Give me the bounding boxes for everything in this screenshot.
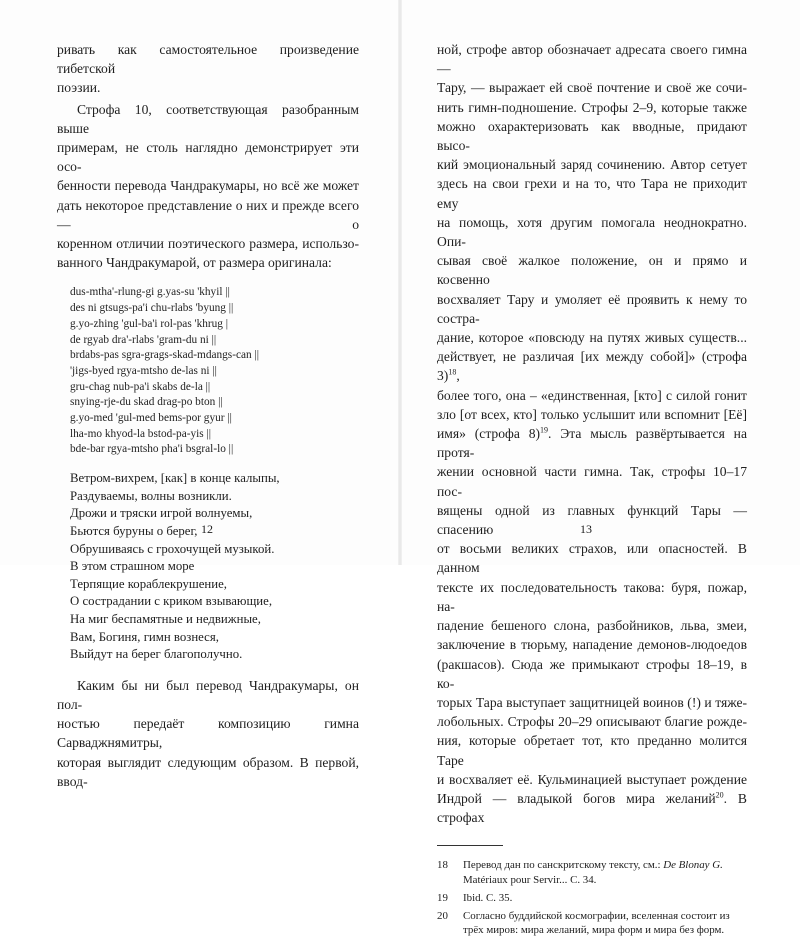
footnote-ref-18[interactable]: 18: [448, 367, 457, 377]
tibetan-line: brdabs-pas sgra-grags-skad-mdangs-can ||: [70, 349, 259, 362]
tibetan-line: bde-bar rgya-mtsho pha'i bsgral-lo ||: [70, 443, 234, 456]
paragraph-hymn-structure: ной, строфе автор обозначает адресата своего гимна — Тару, — выражает ей своё почтение и своё жe сочи- нить гимн-подношение. Строфы 2–9, которые также можно охарактеризовать как вводные, придают высо- кий эмоциональный заряд сочинению. Автор сетует здесь на свои грехи и на то, что Тара не приходит ему на помощь, хотя другим помогала неоднократно. Опи- сывая своё жалкое положение, он и прямо и косвенно восхваляет Тару и умоляет её проявить к нему то состра- дание, которое «повсюду на путях живых существ... действует, не различая [их между собой]» (строфа 3)$^{18}$, более того, она – «единственная, [кто] с силой гонит зло [от всех, кто] только услышит или вспомнит [Её] имя» (строфа 8)$^{19}$. Эта мысль развёртывается на протя- жении основной части гимна. Так, строфы 10–17 пос- вящены одной из главных функций Тары — спасению от восьми великих страхов, или опасностей. В данном тексте их последовательность такова: буря, пожар, на- падение бешеного слона, разбойников, льва, змеи, заключение в тюрьму, нападение демонов-людоедов (ракшасов). Сюда же примыкают строфы 18–19, в ко- торых Тара выступает защитницей воинов (!) и тяже- лобольных. Строфы 20–29 описывают благие рожде- ния, которые обретает тот, кто преданно молится Таре и восхваляет её. Кульминацией выступает рождение Индрой — владыкой богов мира желаний$^{20}$. В строфах: [437, 42, 747, 826]
right-page: [400, 0, 800, 937]
verse-line: В этом страшном море: [70, 559, 195, 574]
right-text-column: [437, 40, 747, 941]
page-number-right: 13: [580, 522, 592, 536]
tibetan-line: g.yo-med 'gul-med bems-por gyur ||: [70, 412, 232, 425]
verse-line: Бьются буруны о берег,: [70, 523, 198, 538]
footnote-20: [437, 909, 747, 937]
tibetan-line: g.yo-zhing 'gul-ba'i rol-pas 'khrug |: [70, 317, 229, 330]
tibetan-line: gru-chag nub-pa'i skabs de-la ||: [70, 380, 211, 393]
verse-line: Раздуваемы, волны возникли.: [70, 488, 232, 503]
verse-line: Обрушиваясь с грохочущей музыкой.: [70, 541, 275, 556]
footnote-ref-19[interactable]: 19: [540, 425, 549, 435]
verse-line: О сострадании с криком взывающие,: [70, 594, 273, 609]
footnote-ref-20[interactable]: 20: [715, 790, 724, 800]
paragraph-continuation: ривать как самостоятельное произведение тибетской поэзии.: [57, 42, 359, 96]
tibetan-line: dus-mtha'-rlung-gi g.yas-su 'khyil ||: [70, 286, 230, 299]
left-page: [0, 0, 400, 789]
footnote-19: [437, 891, 747, 905]
footnote-18: [437, 858, 747, 886]
footnote-number: 20: [437, 909, 448, 922]
verse-line: На миг беспамятные и недвижные,: [70, 611, 261, 626]
verse-line: Вам, Богиня, гимн вознеся,: [70, 629, 219, 644]
footnote-text: Ibid. С. 35.: [463, 891, 513, 904]
tibetan-line: des ni gtsugs-pa'i chu-rlabs 'byung ||: [70, 302, 234, 315]
footnote-number: 18: [437, 859, 448, 872]
tibetan-line: lha-mo khyod-la bstod-pa-yis ||: [70, 427, 212, 440]
paragraph-composition: Каким бы ни был перевод Чандракумары, он пол- ностью передаёт композицию гимна Сарваджнямитры, которая выглядит следующим образом. В первой, ввод-: [57, 677, 359, 789]
verse-line: Ветром-вихрем, [как] в конце калыпы,: [70, 471, 280, 486]
verse-line: Выйдут на берег благополучно.: [70, 647, 243, 662]
footnote-separator: [437, 845, 503, 846]
tibetan-line: snying-rje-du skad drag-po bton ||: [70, 396, 223, 409]
footnote-text: Согласно буддийской космографии, вселенная состоит из трёх миров: мира желаний, мира форм и мира без форм.: [463, 909, 730, 937]
russian-verse: [70, 470, 359, 664]
tibetan-verse: [70, 285, 359, 458]
verse-line: Дрожи и тряски игрой волнуемы,: [70, 506, 253, 521]
paragraph-stanza-10: Строфа 10, соответствующая разобранным выше примерам, не столь наглядно демонстрирует эти осо- бенности перевода Чандракумары, но всё же может дать некоторое представление о них и прежде всего — о коренном отличии поэтического размера, использо- ванного Чандракумарой, от размера оригинала:: [57, 101, 359, 271]
footnote-number: 19: [437, 891, 448, 904]
verse-line: Терпящие кораблекрушение,: [70, 576, 227, 591]
tibetan-line: 'jigs-byed rgya-mtsho de-las ni ||: [70, 364, 217, 377]
footnote-text: Перевод дан по санскритскому тексту, см.: De Blonay G. Matériaux pour Servir... С. 34.: [463, 859, 723, 886]
tibetan-line: de rgyab dra'-rlabs 'gram-du ni ||: [70, 333, 217, 346]
left-text-column: [57, 40, 359, 791]
page-number-left: 12: [201, 522, 213, 536]
